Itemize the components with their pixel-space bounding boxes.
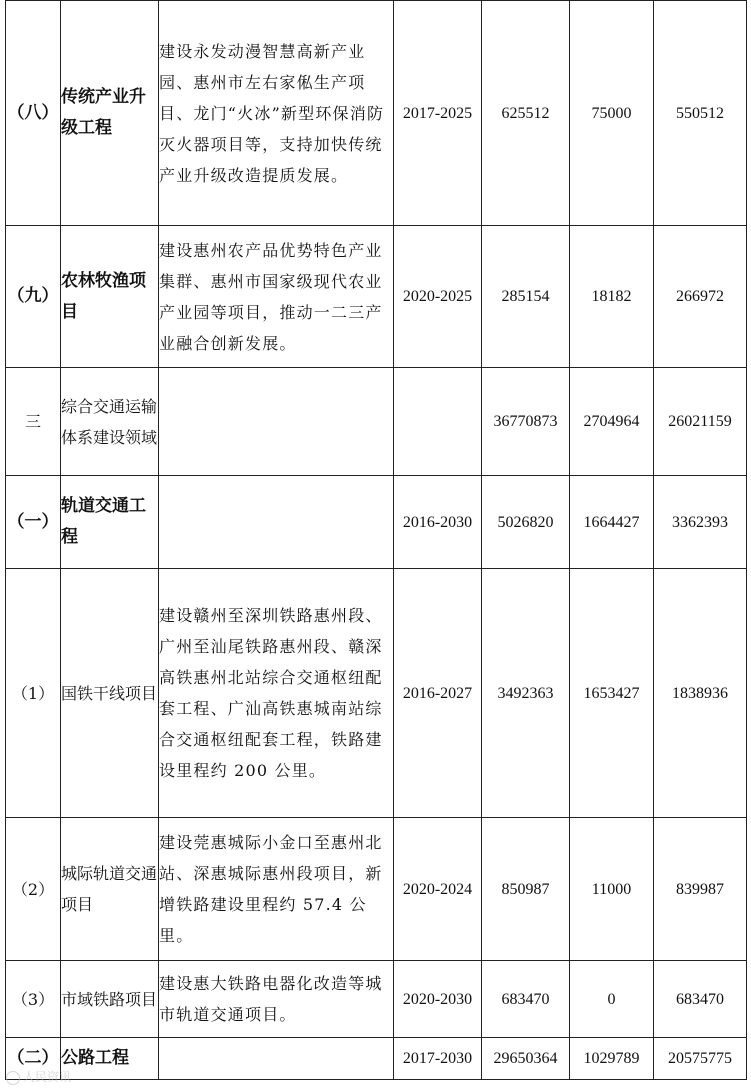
row-remaining: 266972 [654,226,747,368]
watermark-logo-icon [6,1071,20,1085]
row-total: 625512 [482,1,570,226]
row-total: 5026820 [482,476,570,569]
table-row [6,1,747,226]
row-done: 11000 [570,818,654,961]
row-remaining: 839987 [654,818,747,961]
row-done: 1029789 [570,1038,654,1080]
row-total: 850987 [482,818,570,961]
row-done: 18182 [570,226,654,368]
row-remaining: 26021159 [654,368,747,476]
row-name: 传统产业升级工程 [61,1,159,226]
row-remaining: 20575775 [654,1038,747,1080]
row-name: 国铁干线项目 [61,569,159,818]
table-row [6,818,747,961]
row-description: 建设赣州至深圳铁路惠州段、广州至汕尾铁路惠州段、赣深高铁惠州北站综合交通枢纽配套工程、广汕高铁惠城南站综合交通枢纽配套工程，铁路建设里程约 200 公里。 [159,569,394,818]
row-index: 三 [6,368,61,476]
row-total: 29650364 [482,1038,570,1080]
row-total: 285154 [482,226,570,368]
row-description [159,476,394,569]
row-total: 36770873 [482,368,570,476]
watermark-text: 人民资讯 [23,1070,72,1084]
row-name: 公路工程 [61,1038,159,1080]
project-table [5,0,747,1080]
row-period: 2017-2025 [394,1,482,226]
row-period: 2016-2027 [394,569,482,818]
row-total: 3492363 [482,569,570,818]
row-period: 2020-2024 [394,818,482,961]
table-row [6,368,747,476]
row-period: 2017-2030 [394,1038,482,1080]
row-done: 75000 [570,1,654,226]
row-index: （3） [6,961,61,1038]
row-description: 建设惠大铁路电器化改造等城市轨道交通项目。 [159,961,394,1038]
row-name: 市域铁路项目 [61,961,159,1038]
row-index: （2） [6,818,61,961]
row-total: 683470 [482,961,570,1038]
row-description: 建设永发动漫智慧高新产业园、惠州市左右家俬生产项目、龙门“火冰”新型环保消防灭火器项目等，支持加快传统产业升级改造提质发展。 [159,1,394,226]
row-done: 1653427 [570,569,654,818]
row-description [159,1038,394,1080]
row-index: （二） [6,1038,61,1080]
row-index: （九） [6,226,61,368]
watermark [6,1068,71,1085]
row-index: （一） [6,476,61,569]
row-remaining: 683470 [654,961,747,1038]
row-done: 0 [570,961,654,1038]
table-row [6,569,747,818]
table-row [6,961,747,1038]
row-name: 城际轨道交通项目 [61,818,159,961]
row-remaining: 1838936 [654,569,747,818]
row-name: 轨道交通工程 [61,476,159,569]
row-name: 综合交通运输体系建设领域 [61,368,159,476]
row-name: 农林牧渔项目 [61,226,159,368]
row-period: 2020-2030 [394,961,482,1038]
table-row [6,1038,747,1080]
row-period: 2020-2025 [394,226,482,368]
row-period [394,368,482,476]
table-row [6,476,747,569]
row-index: （八） [6,1,61,226]
row-remaining: 550512 [654,1,747,226]
table-row [6,226,747,368]
row-description: 建设莞惠城际小金口至惠州北站、深惠城际惠州段项目，新增铁路建设里程约 57.4 公里。 [159,818,394,961]
row-remaining: 3362393 [654,476,747,569]
row-description [159,368,394,476]
row-done: 1664427 [570,476,654,569]
row-done: 2704964 [570,368,654,476]
row-period: 2016-2030 [394,476,482,569]
row-index: （1） [6,569,61,818]
row-description: 建设惠州农产品优势特色产业集群、惠州市国家级现代农业产业园等项目，推动一二三产业融合创新发展。 [159,226,394,368]
